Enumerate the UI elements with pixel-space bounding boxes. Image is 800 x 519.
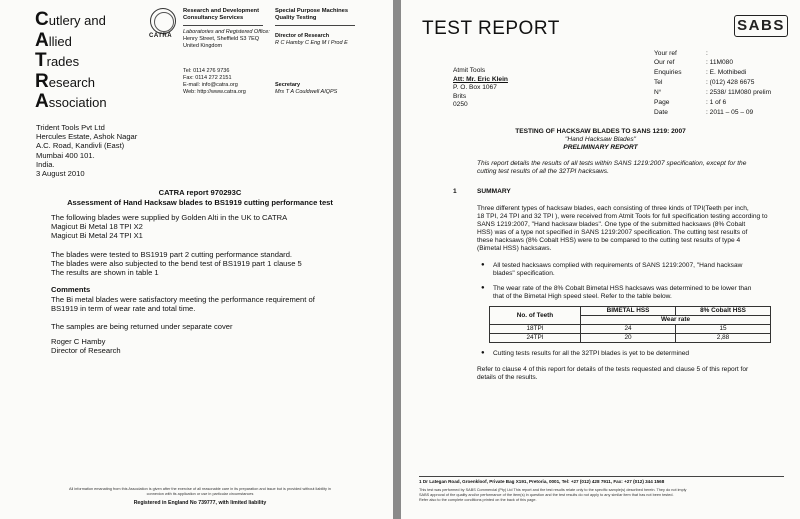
section-title: SUMMARY: [477, 188, 511, 195]
ref-key: Date: [654, 109, 668, 116]
header-services: [183, 8, 259, 22]
addressee-line: 0250: [453, 101, 468, 108]
sabs-report-page: [401, 0, 800, 519]
paragraph-line: Three different types of hacksaw blades, each consisting of three kinds of TPI(Teeth per inch,: [477, 205, 749, 212]
ref-value: : 1 of 6: [706, 99, 727, 106]
ref-key: Enquiries: [654, 69, 682, 76]
director-block: [275, 33, 348, 47]
secretary-label: Secretary: [275, 82, 301, 88]
footer-line: Refer also to the complete conditions printed on the back of this page.: [419, 498, 537, 502]
footer-disclaimer: [30, 487, 370, 497]
office-label: Laboratories and Registered Office:: [183, 29, 270, 35]
office-address: [183, 29, 273, 50]
ref-value: : (012) 428 6675: [706, 79, 755, 86]
paragraph-line: that of the Bimetal High speed steel. Refer to the table below.: [493, 293, 672, 301]
table-header-row: [490, 307, 771, 316]
contact-block: [183, 68, 246, 96]
ref-value: : 2011 – 05 – 09: [706, 109, 754, 116]
column-header: BIMETAL HSS: [581, 307, 676, 316]
org-initial: C: [35, 9, 49, 30]
org-initial: A: [35, 91, 49, 112]
org-word: esearch: [48, 74, 95, 90]
report-subtitle: Assessment of Hand Hacksaw blades to BS1919 cutting performance test: [67, 198, 333, 207]
summary-paragraph: [477, 205, 768, 254]
org-word: ssociation: [48, 95, 107, 110]
paragraph-line: All tested hacksaws complied with requirements of SANS 1219:2007, "Hand hacksaw: [493, 262, 743, 269]
ref-key: Tel: [654, 79, 663, 86]
header-line: Quality Testing: [275, 15, 317, 21]
addressee-block: [453, 67, 508, 110]
paragraph-line: Magicut Bi Metal 18 TPI X2: [51, 222, 143, 232]
bullet-cutting-tests: Cutting tests results for all the 32TPI blades is yet to be determined: [493, 350, 690, 357]
signatory-name: Roger C Hamby: [51, 337, 106, 346]
header-divider: [183, 25, 263, 26]
org-initial: A: [35, 29, 49, 51]
footer-disclaimer: [419, 488, 789, 503]
paragraph-line: The blades were tested to BS1919 part 2 cutting performance standard.: [51, 250, 293, 259]
ref-key: Your ref: [654, 50, 677, 57]
returned-line: The samples are being returned under separate cover: [51, 322, 233, 331]
table-cell: 20: [581, 334, 676, 343]
footer-address: 1 Dr Lategan Road, Groenkloof, Private Bag X191, Pretoria, 0001, Tel: +27 (012) 428 7911, Fax: +27 (012) 344 1568: [419, 479, 665, 484]
paragraph-line: blades" specification.: [493, 270, 555, 278]
org-initial: R: [35, 70, 49, 92]
director-label: Director of Research: [275, 33, 330, 39]
recipient-line: Trident Tools Pvt Ltd: [36, 123, 105, 132]
paragraph-line: cutting test results of all the 32TPI hacksaws.: [477, 168, 609, 176]
addressee-line: Atmit Tools: [453, 67, 486, 74]
tel-line: Tel: 0114 276 9736: [183, 68, 230, 74]
paragraph-line: This report details the results of all tests within SANS 1219:2007 specification, except for the: [477, 160, 747, 167]
ref-key: Our ref: [654, 59, 675, 66]
ref-value: : 2538/ 11M080 prelim: [706, 89, 772, 96]
header-line: Research and Development: [183, 8, 260, 14]
email-line: E-mail: info@catra.org: [183, 82, 238, 88]
section-number: 1: [453, 188, 457, 195]
comments-heading: Comments: [51, 285, 91, 294]
paragraph-line: SANS 1219:2007, "Hand hacksaw blades". One type of the submitted hacksaws (8% Cobalt: [477, 221, 746, 229]
recipient-address: [36, 123, 137, 178]
paragraph-line: The blades were also subjected to the bend test of BS1919 part 1 clause 5: [51, 259, 302, 269]
letter-date: 3 August 2010: [36, 169, 85, 179]
table-cell: 24TPI: [490, 334, 581, 343]
footer-line: All information emanating from this Association is given after the exercise of all reasonable care in its preparation and issue but is provided without liability in: [69, 487, 331, 491]
catra-logo-icon: [150, 8, 176, 34]
paragraph-line: 18 TPI, 24 TPI and 32 TPI ), were received from Atmit Tools for full specification testing according to: [477, 213, 768, 221]
addressee-line: Brits: [453, 92, 467, 100]
signature-block: [51, 337, 121, 355]
catra-org-name: [35, 10, 107, 113]
address-line: United Kingdom: [183, 43, 223, 49]
paragraph-line: The following blades were supplied by Golden Alti in the UK to CATRA: [51, 213, 288, 222]
closing-paragraph: [477, 366, 748, 382]
paragraph-line: these hacksaws (8% Cobalt HSS) were to be compared to the cutting test results of type 4: [477, 237, 741, 245]
paragraph-line: (Bimetal HSS) hacksaws.: [477, 245, 552, 253]
addressee-attention: Att: Mr. Eric Klein: [453, 75, 508, 83]
header-line: Consultancy Services: [183, 15, 244, 21]
bullet-icon: ●: [481, 262, 485, 268]
recipient-line: Mumbai 400 101.: [36, 150, 95, 160]
table-row: [490, 334, 771, 343]
tested-paragraph: [51, 250, 302, 278]
fax-line: Fax: 0114 272 2151: [183, 75, 232, 81]
column-header: 8% Cobalt HSS: [676, 307, 771, 316]
org-word: llied: [48, 33, 72, 49]
table-row: [490, 325, 771, 334]
org-word: rades: [46, 54, 80, 69]
comments-paragraph: [51, 295, 315, 313]
recipient-line: Hercules Estate, Ashok Nagar: [36, 132, 138, 142]
paragraph-line: Magicut Bi Metal 24 TPI X1: [51, 231, 143, 241]
bullet-compliance: [493, 262, 742, 278]
paragraph-line: The results are shown in table 1: [51, 268, 159, 278]
supplied-paragraph: [51, 213, 287, 241]
bullet-icon: ●: [481, 350, 485, 356]
report-heading: TESTING OF HACKSAW BLADES TO SANS 1219: 2007: [515, 128, 686, 135]
ref-value: : E. Mothibedi: [706, 69, 747, 76]
bullet-wear-rate: [493, 285, 751, 301]
header-divider: [275, 25, 355, 26]
web-line: Web: http://www.catra.org: [183, 89, 246, 95]
secretary-name: Mrs T A Couldwell AIQPS: [275, 89, 338, 95]
recipient-line: A.C. Road, Kandivli (East): [36, 141, 125, 151]
column-header: No. of Teeth: [490, 307, 581, 325]
report-title: CATRA report 970293C: [158, 188, 242, 197]
ref-value: :: [706, 50, 708, 57]
ref-value: : 11M080: [706, 59, 734, 66]
recipient-line: India.: [36, 159, 55, 169]
secretary-block: [275, 82, 337, 96]
signatory-title: Director of Research: [51, 346, 121, 356]
ref-key: Page: [654, 99, 670, 106]
table-cell: 15: [676, 325, 771, 334]
table-cell: 2,88: [676, 334, 771, 343]
footer-line: SABS approval of the quality and/or performance of the item(s) in question and the test results do not apply to any similar item that has not been tested.: [419, 493, 674, 497]
report-heading-sub: "Hand Hacksaw Blades": [564, 136, 637, 143]
bullet-icon: ●: [481, 285, 485, 291]
paragraph-line: The wear rate of the 8% Cobalt Bimetal HSS hacksaws was determined to be lower than: [493, 285, 752, 292]
footer-divider: [419, 476, 784, 477]
footer-registered: Registered in England No 739777, with limited liability: [133, 500, 267, 506]
catra-letter-page: [0, 0, 393, 519]
org-word: utlery and: [48, 13, 106, 28]
addressee-line: P. O. Box 1067: [453, 84, 497, 91]
address-line: Henry Street, Sheffield S3 7EQ: [183, 36, 260, 42]
sabs-logo: SABS: [734, 15, 788, 37]
preliminary-label: PRELIMINARY REPORT: [563, 144, 638, 151]
table-cell: 18TPI: [490, 325, 581, 334]
paragraph-line: Refer to clause 4 of this report for details of the tests requested and clause 5 of this report for: [477, 366, 749, 373]
footer-line: connexion with its application or use in particular circumstances: [146, 492, 254, 496]
table-cell: 24: [581, 325, 676, 334]
paragraph-line: BS1919 in term of wear rate and total time.: [51, 304, 196, 314]
catra-logo-text: CATRA: [149, 33, 173, 39]
footer-line: This test was performed by SABS Commercial (Pty) Ltd This report and the test results relate only to the specific sample(s) described herein. They do not imply: [419, 488, 687, 492]
director-name: R C Hamby C Eng M I Prod E: [275, 40, 348, 46]
paragraph-line: HSS) was of a type not specified in SANS 1219:2007 specification. The cutting test results of: [477, 229, 748, 237]
ref-key: N°: [654, 89, 662, 96]
column-subheader: Wear rate: [581, 316, 771, 325]
intro-paragraph: [477, 160, 746, 176]
header-machines: [275, 8, 348, 22]
header-line: Special Purpose Machines: [275, 8, 349, 14]
wear-rate-table: [489, 306, 771, 343]
paragraph-line: The Bi metal blades were satisfactory meeting the performance requirement of: [51, 295, 315, 304]
report-title: TEST REPORT: [422, 18, 560, 39]
org-initial: T: [35, 50, 47, 71]
paragraph-line: details of the results.: [477, 374, 538, 382]
